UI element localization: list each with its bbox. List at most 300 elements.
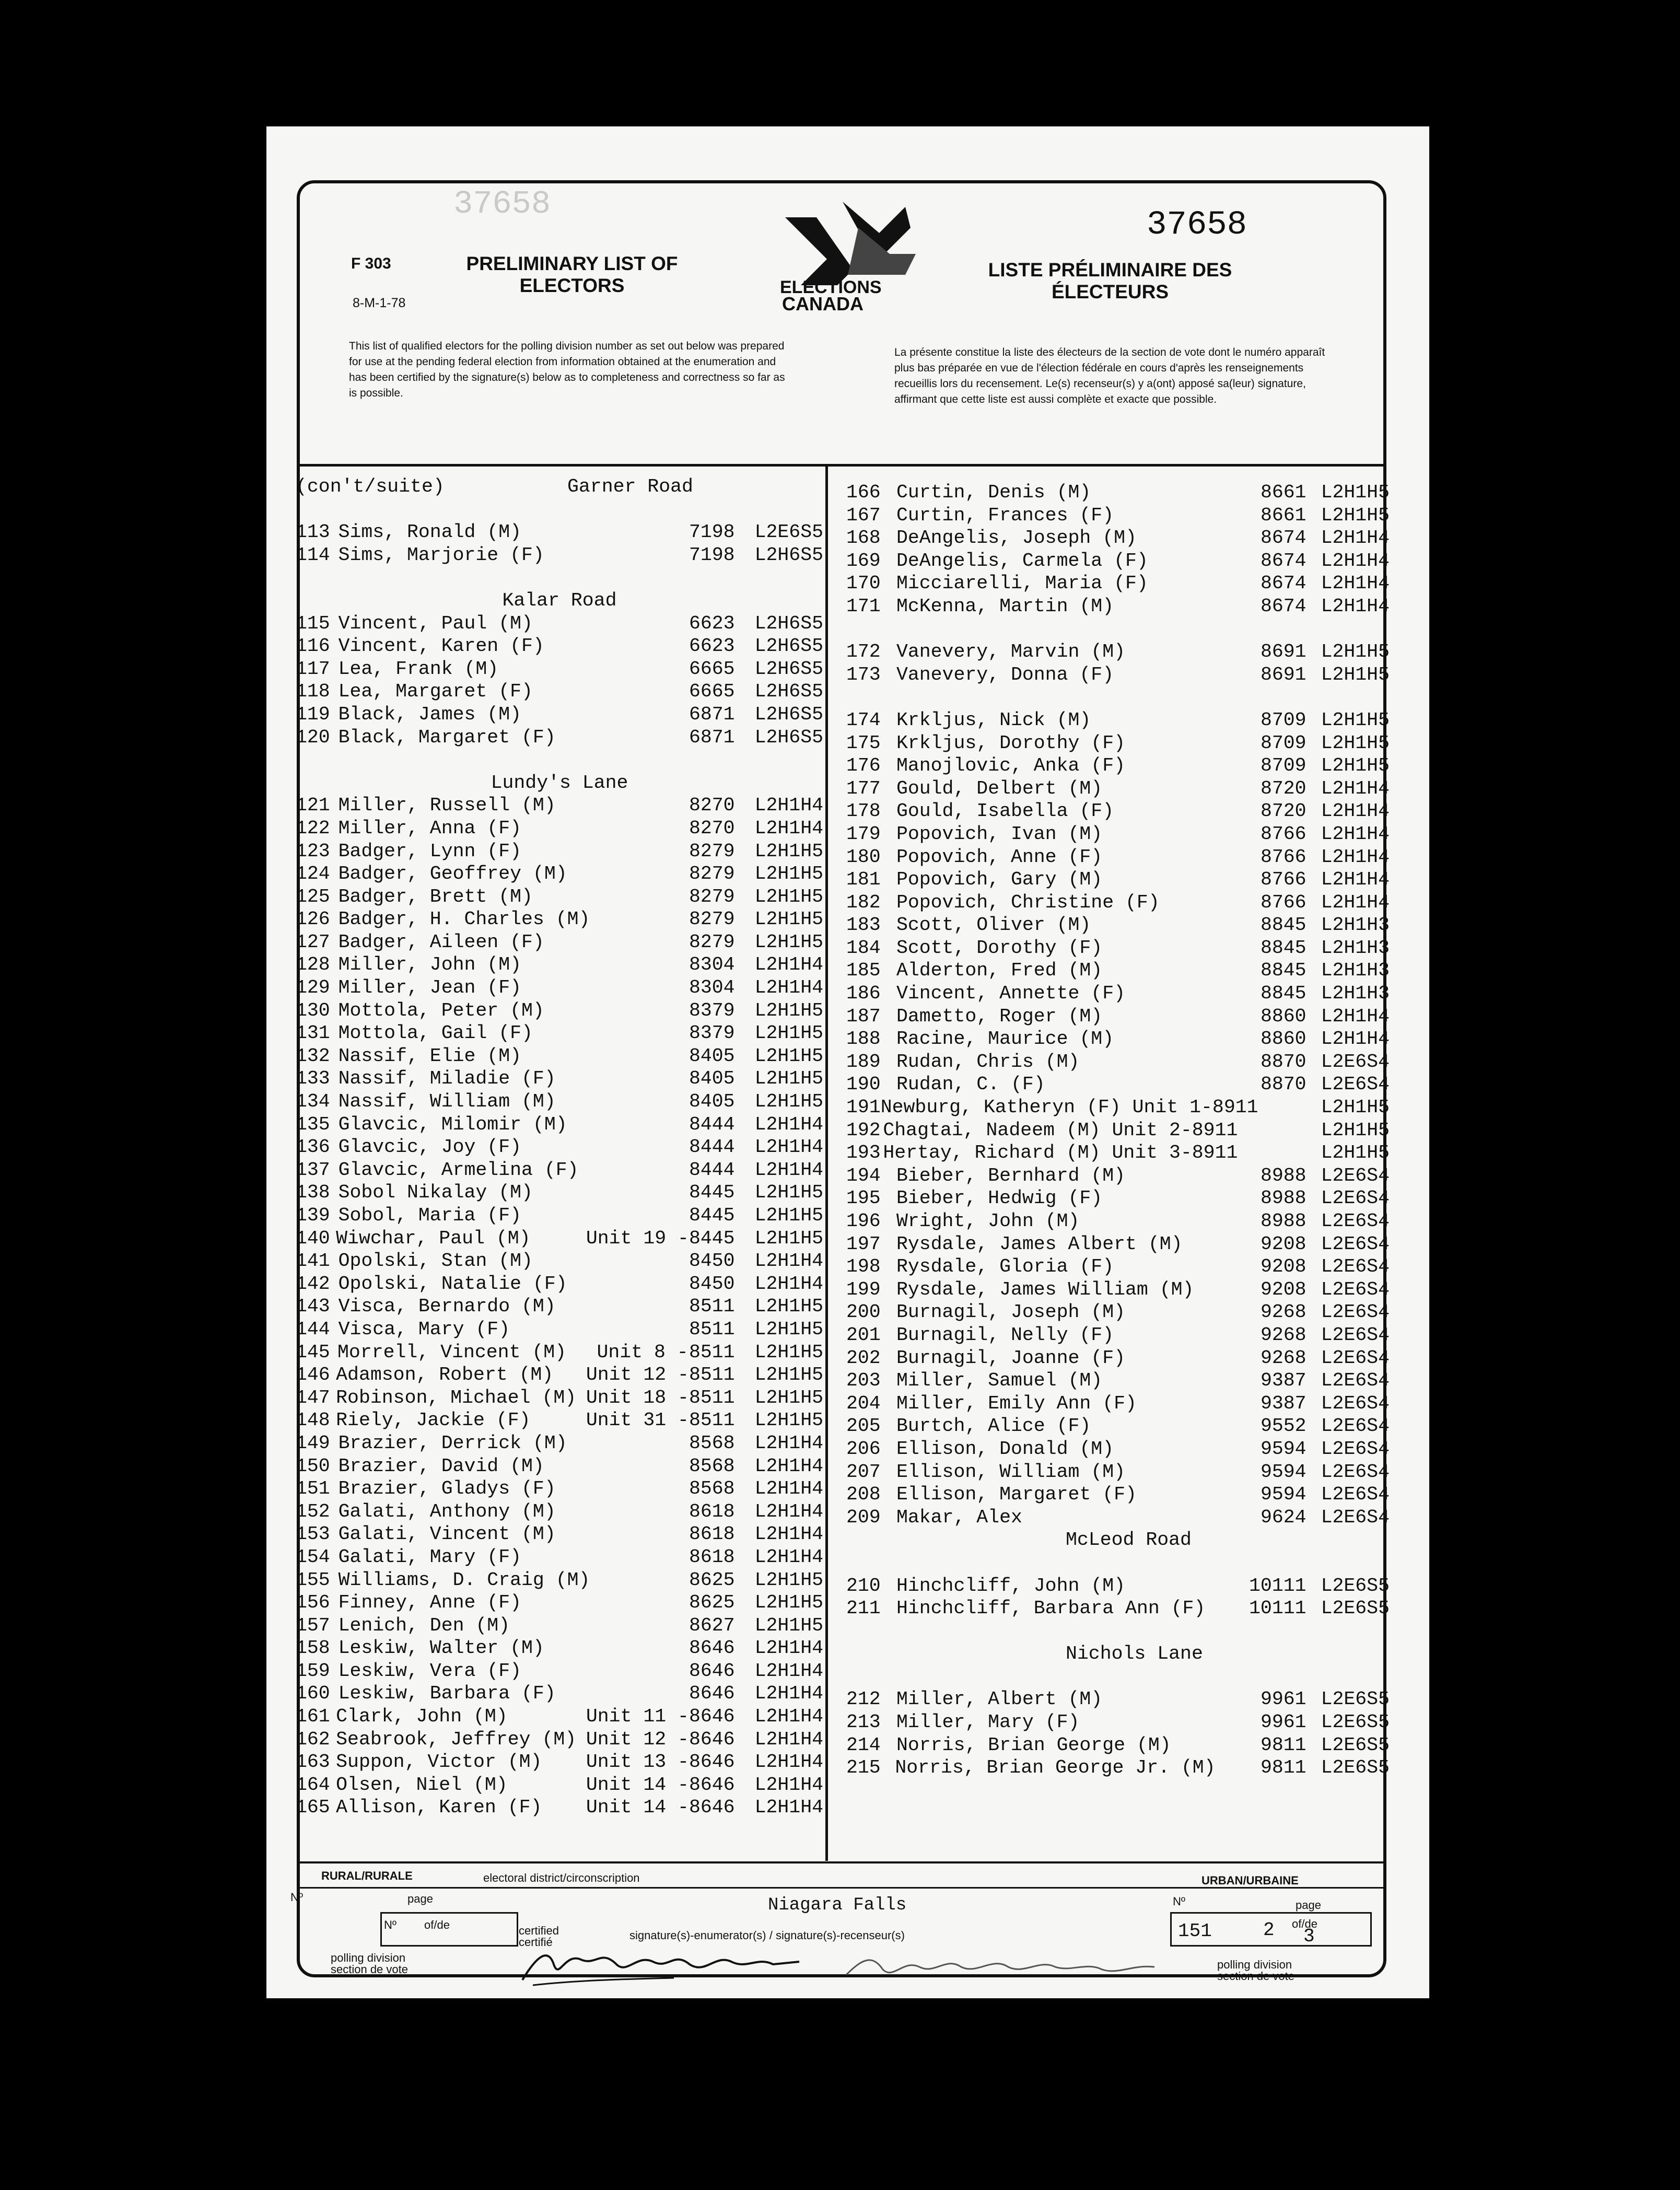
elector-unit bbox=[603, 863, 687, 886]
elector-number: 133 bbox=[296, 1068, 330, 1090]
elector-postal-code: L2H1H5 bbox=[754, 1592, 823, 1614]
elector-row bbox=[296, 1477, 823, 1500]
elector-number: 209 bbox=[846, 1506, 881, 1528]
elector-row bbox=[846, 1324, 1390, 1347]
elector-name: Racine, Maurice (M) bbox=[896, 1028, 1114, 1050]
elections-canada-logo bbox=[780, 196, 921, 311]
elector-street-number: 9594 bbox=[1260, 1461, 1306, 1483]
elector-number: 170 bbox=[846, 573, 881, 595]
elector-street-number: 8988 bbox=[1260, 1210, 1306, 1232]
elector-postal-code: L2H1H4 bbox=[1321, 823, 1390, 845]
elector-postal-code: L2H1H5 bbox=[1321, 663, 1390, 685]
list-top-rule bbox=[297, 464, 1386, 467]
elector-row bbox=[296, 953, 823, 976]
footer-mid-rule bbox=[297, 1887, 1386, 1889]
elector-number: 193 bbox=[846, 1142, 881, 1164]
elector-row bbox=[846, 504, 1390, 527]
elector-number: 163 bbox=[296, 1751, 330, 1773]
elector-unit bbox=[603, 1682, 687, 1705]
elector-row bbox=[296, 1341, 823, 1364]
elector-row bbox=[846, 1233, 1390, 1256]
elector-row bbox=[846, 550, 1390, 573]
elector-postal-code: L2H1H4 bbox=[754, 817, 823, 839]
elector-street-number: 9594 bbox=[1260, 1438, 1306, 1460]
elector-number: 115 bbox=[296, 612, 330, 634]
elector-name: Brazier, David (M) bbox=[338, 1455, 544, 1477]
elector-name: Hinchcliff, John (M) bbox=[896, 1575, 1126, 1597]
elector-row bbox=[846, 1028, 1390, 1051]
elector-postal-code: L2H1H3 bbox=[1321, 960, 1390, 982]
elector-postal-code: L2H1H4 bbox=[1321, 891, 1390, 913]
elector-number: 213 bbox=[846, 1711, 881, 1733]
elector-street-number: 8625 bbox=[689, 1569, 735, 1591]
elector-name: Miller, Mary (F) bbox=[896, 1711, 1080, 1733]
elector-unit: Unit 12 - bbox=[586, 1728, 689, 1750]
elector-number: 167 bbox=[846, 504, 881, 526]
elector-number: 201 bbox=[846, 1324, 881, 1346]
title-english bbox=[454, 253, 690, 297]
elector-unit bbox=[603, 1136, 687, 1159]
elector-street-number: 8646 bbox=[689, 1774, 735, 1796]
elector-street-number: 9387 bbox=[1260, 1392, 1306, 1414]
elector-street-number: 8618 bbox=[689, 1546, 735, 1568]
elector-row bbox=[296, 726, 823, 749]
urban-page-label: page bbox=[1296, 1898, 1321, 1912]
elector-unit bbox=[603, 1591, 687, 1614]
elector-number: 131 bbox=[296, 1022, 330, 1044]
district-label: electoral district/circonscription bbox=[483, 1871, 640, 1884]
elector-street-number: 9208 bbox=[1260, 1278, 1306, 1300]
elector-number: 144 bbox=[296, 1318, 330, 1340]
elector-postal-code: L2E6S4 bbox=[1321, 1164, 1390, 1186]
elector-row bbox=[846, 1278, 1390, 1301]
elector-number: 153 bbox=[296, 1523, 330, 1545]
elector-street-number: 8709 bbox=[1260, 732, 1306, 754]
elector-number: 196 bbox=[846, 1210, 881, 1232]
elector-street-number: 8445 bbox=[689, 1182, 735, 1204]
elector-street-number: 8568 bbox=[689, 1432, 735, 1454]
elector-number: 164 bbox=[296, 1774, 330, 1796]
elector-postal-code: L2H1H5 bbox=[754, 886, 823, 907]
elector-street-number: 8646 bbox=[689, 1683, 735, 1705]
polling-division-label-right: polling division section de vote bbox=[1217, 1958, 1294, 1983]
elector-postal-code: L2H1H5 bbox=[754, 1409, 823, 1431]
elector-postal-code: L2H1H4 bbox=[754, 1706, 823, 1728]
elector-name: Rudan, C. (F) bbox=[896, 1074, 1045, 1096]
elector-postal-code: L2E6S4 bbox=[1321, 1438, 1390, 1460]
notice-english: This list of qualified electors for the polling division number as set out below was prepared for use at the pending federal election from information obtained at the enumeration and has been certified by the signature(s) below as to completeness and correctness so far as is possible. bbox=[349, 340, 785, 399]
elector-name: Vincent, Paul (M) bbox=[338, 612, 533, 634]
elector-row bbox=[846, 663, 1390, 686]
elector-street-number: 6623 bbox=[689, 635, 735, 657]
elector-row bbox=[846, 1096, 1390, 1119]
elector-number: 121 bbox=[296, 795, 330, 817]
elector-number: 129 bbox=[296, 977, 330, 999]
elector-row bbox=[846, 1141, 1390, 1164]
elector-number: 151 bbox=[296, 1478, 330, 1500]
elector-postal-code: L2H1H5 bbox=[754, 840, 823, 862]
elector-street-number bbox=[1258, 1096, 1306, 1119]
elector-row bbox=[846, 754, 1390, 777]
elector-unit bbox=[603, 1523, 687, 1546]
elector-row bbox=[846, 1164, 1390, 1187]
elector-street-number: 8568 bbox=[689, 1455, 735, 1477]
elector-street-number: 8766 bbox=[1260, 891, 1306, 913]
elector-number: 186 bbox=[846, 983, 881, 1005]
elector-name: Wright, John (M) bbox=[896, 1210, 1080, 1232]
elector-row bbox=[296, 976, 823, 999]
elector-number: 162 bbox=[296, 1728, 330, 1750]
elector-street-number: 8860 bbox=[1260, 1028, 1306, 1050]
elector-name: Krkljus, Dorothy (F) bbox=[896, 732, 1126, 754]
elector-number: 117 bbox=[296, 658, 330, 680]
title-french-line1: LISTE PRÉLIMINAIRE DES bbox=[988, 259, 1232, 281]
elector-postal-code: L2E6S4 bbox=[1321, 1461, 1390, 1483]
elector-number: 171 bbox=[846, 595, 881, 617]
elector-postal-code: L2H1H5 bbox=[754, 1068, 823, 1090]
elector-row bbox=[296, 612, 823, 635]
elector-unit bbox=[603, 658, 687, 681]
elector-name: Mottola, Gail (F) bbox=[338, 1022, 533, 1044]
elector-number: 146 bbox=[296, 1364, 330, 1386]
elector-name: Makar, Alex bbox=[896, 1506, 1022, 1528]
elector-number: 203 bbox=[846, 1370, 881, 1392]
elector-name: Leskiw, Vera (F) bbox=[338, 1660, 522, 1682]
elector-row bbox=[296, 1273, 823, 1296]
elector-number: 175 bbox=[846, 732, 881, 754]
elector-name: Micciarelli, Maria (F) bbox=[896, 573, 1148, 595]
elector-street-number: 10111 bbox=[1249, 1598, 1306, 1620]
elector-street-number: 9594 bbox=[1260, 1484, 1306, 1506]
title-english-line2: ELECTORS bbox=[519, 275, 625, 296]
elector-unit bbox=[603, 1181, 687, 1204]
elector-postal-code: L2H1H5 bbox=[1321, 641, 1390, 663]
elector-postal-code: L2H6S5 bbox=[754, 544, 823, 566]
elector-postal-code: L2H1H5 bbox=[1321, 1142, 1390, 1164]
elector-number: 198 bbox=[846, 1256, 881, 1278]
elector-name: Popovich, Gary (M) bbox=[896, 869, 1103, 891]
elector-row bbox=[296, 1660, 823, 1683]
elector-unit bbox=[603, 1159, 687, 1182]
elector-name: Miller, Jean (F) bbox=[338, 977, 522, 999]
elector-postal-code: L2H1H4 bbox=[754, 1728, 823, 1750]
title-french-line2: ÉLECTEURS bbox=[1051, 281, 1169, 302]
elector-name: Glavcic, Milomir (M) bbox=[338, 1113, 567, 1135]
elector-number: 168 bbox=[846, 527, 881, 549]
elector-row bbox=[846, 1711, 1390, 1734]
elector-postal-code: L2E6S4 bbox=[1321, 1278, 1390, 1300]
elector-number: 185 bbox=[846, 960, 881, 982]
elector-name: Opolski, Stan (M) bbox=[338, 1250, 533, 1272]
elector-name: Miller, Samuel (M) bbox=[896, 1370, 1103, 1392]
elector-number: 155 bbox=[296, 1569, 330, 1591]
elector-unit bbox=[603, 1500, 687, 1523]
elector-row bbox=[846, 709, 1390, 732]
elector-number: 113 bbox=[296, 521, 330, 543]
elector-name: Mottola, Peter (M) bbox=[338, 999, 544, 1021]
elector-row bbox=[296, 1295, 823, 1318]
elector-street-number: 8709 bbox=[1260, 755, 1306, 777]
elector-street-number: 8720 bbox=[1260, 800, 1306, 822]
elector-name: Vincent, Annette (F) bbox=[896, 983, 1126, 1005]
elector-name: Brazier, Gladys (F) bbox=[338, 1478, 556, 1500]
elector-postal-code: L2H1H3 bbox=[1321, 937, 1390, 959]
elector-postal-code: L2H6S5 bbox=[754, 612, 823, 634]
elector-row bbox=[846, 732, 1390, 755]
elector-postal-code: L2H1H4 bbox=[754, 1250, 823, 1272]
elector-street-number: 8766 bbox=[1260, 846, 1306, 868]
elector-number: 199 bbox=[846, 1278, 881, 1300]
elector-postal-code: L2H1H4 bbox=[754, 1432, 823, 1454]
title-english-line1: PRELIMINARY LIST OF bbox=[466, 253, 678, 274]
faint-stamp: 37658 bbox=[453, 185, 551, 223]
elector-row bbox=[846, 777, 1390, 800]
elector-name: Hertay, Richard (M) Unit 3-8911 bbox=[883, 1142, 1238, 1164]
elector-postal-code: L2H1H5 bbox=[754, 908, 823, 930]
elector-number: 181 bbox=[846, 869, 881, 891]
elector-street-number: 8661 bbox=[1260, 504, 1306, 526]
elector-name: Sobol Nikalay (M) bbox=[338, 1182, 533, 1204]
elector-street-number: 8661 bbox=[1260, 482, 1306, 503]
column-divider bbox=[825, 465, 828, 1861]
elector-row bbox=[296, 544, 823, 567]
elector-postal-code: L2H6S5 bbox=[754, 703, 823, 725]
elector-street-number: 9268 bbox=[1260, 1301, 1306, 1323]
elector-row bbox=[296, 840, 823, 863]
elector-row bbox=[846, 1051, 1390, 1074]
elector-unit: Unit 14 - bbox=[586, 1797, 689, 1819]
footer-box-1 bbox=[380, 1912, 518, 1947]
elector-unit bbox=[603, 1546, 687, 1569]
elector-number: 182 bbox=[846, 891, 881, 913]
elector-unit: Unit 19 - bbox=[586, 1227, 689, 1249]
elector-street-number: 8618 bbox=[689, 1500, 735, 1522]
elector-name: DeAngelis, Carmela (F) bbox=[896, 550, 1148, 572]
elector-street-number: 8870 bbox=[1260, 1051, 1306, 1073]
elector-number: 119 bbox=[296, 703, 330, 725]
elector-row bbox=[296, 1318, 823, 1341]
elector-unit bbox=[603, 1660, 687, 1683]
elector-number: 187 bbox=[846, 1005, 881, 1027]
elector-row bbox=[296, 999, 823, 1022]
elector-row bbox=[846, 1483, 1390, 1506]
elector-name: Curtin, Frances (F) bbox=[896, 504, 1114, 526]
rural-no2-label: Nº bbox=[384, 1918, 396, 1931]
right-electors-column bbox=[846, 481, 1390, 1779]
elector-number: 128 bbox=[296, 954, 330, 976]
elector-row bbox=[846, 914, 1390, 937]
elector-postal-code: L2H1H4 bbox=[754, 1797, 823, 1819]
elector-row bbox=[296, 1113, 823, 1136]
elector-postal-code: L2H1H5 bbox=[754, 999, 823, 1021]
elector-name: Lea, Margaret (F) bbox=[338, 681, 533, 703]
elector-row bbox=[296, 1387, 823, 1409]
elector-postal-code: L2H1H5 bbox=[754, 1045, 823, 1067]
elector-number: 141 bbox=[296, 1250, 330, 1272]
elector-name: Leskiw, Barbara (F) bbox=[338, 1683, 556, 1705]
elector-postal-code: L2H1H4 bbox=[754, 1751, 823, 1773]
elector-name: Badger, Brett (M) bbox=[338, 886, 533, 907]
elector-street-number: 8766 bbox=[1260, 823, 1306, 845]
elector-name: Popovich, Ivan (M) bbox=[896, 823, 1103, 845]
elector-postal-code: L2E6S5 bbox=[1321, 1757, 1390, 1779]
elector-name: McKenna, Martin (M) bbox=[896, 595, 1114, 617]
elector-number: 207 bbox=[846, 1461, 881, 1483]
notice-french: La présente constitue la liste des électeurs de la section de vote dont le numéro apparaît plus bas préparée en vue de l'élection fédérale en cours d'après les renseignements recueillis lors du recensement. Le(s) recenseur(s) y a(ont) apposé sa(leur) signature, affirmant que cette liste est aussi complète et exacte que possible. bbox=[894, 346, 1325, 405]
elector-name: Burnagil, Nelly (F) bbox=[896, 1324, 1114, 1346]
elector-name: Lenich, Den (M) bbox=[338, 1614, 510, 1636]
elector-name: Robinson, Michael (M) bbox=[336, 1387, 577, 1408]
elector-name: Ellison, William (M) bbox=[896, 1461, 1126, 1483]
elector-name: Bieber, Hedwig (F) bbox=[896, 1187, 1103, 1209]
elector-postal-code: L2E6S4 bbox=[1321, 1347, 1390, 1369]
elector-row bbox=[296, 1546, 823, 1569]
elector-name: Visca, Mary (F) bbox=[338, 1318, 510, 1340]
elector-number: 134 bbox=[296, 1091, 330, 1113]
elector-unit bbox=[603, 1614, 687, 1637]
elector-postal-code: L2H6S5 bbox=[754, 681, 823, 703]
urban-label: URBAN/URBAINE bbox=[1201, 1874, 1299, 1887]
elector-postal-code: L2E6S4 bbox=[1321, 1256, 1390, 1278]
elector-street-number: 10111 bbox=[1249, 1575, 1306, 1597]
second-enumerator-signature bbox=[841, 1943, 1165, 1990]
elector-postal-code: L2H1H3 bbox=[1321, 983, 1390, 1005]
left-electors-column bbox=[296, 475, 823, 1819]
district-value: Niagara Falls bbox=[768, 1895, 907, 1915]
elector-name: Glavcic, Armelina (F) bbox=[338, 1159, 579, 1181]
elector-postal-code: L2H1H4 bbox=[754, 1523, 823, 1545]
elector-name: Krkljus, Nick (M) bbox=[896, 709, 1091, 731]
elector-name: Galati, Mary (F) bbox=[338, 1546, 522, 1568]
elector-row bbox=[846, 1506, 1390, 1529]
road-heading: McLeod Road bbox=[1066, 1529, 1192, 1551]
elector-number: 126 bbox=[296, 908, 330, 930]
elector-street-number: 8870 bbox=[1260, 1074, 1306, 1096]
elector-postal-code: L2H1H5 bbox=[754, 1091, 823, 1113]
elector-street-number: 8646 bbox=[689, 1728, 735, 1750]
elector-postal-code: L2H1H5 bbox=[754, 1022, 823, 1044]
elector-number: 145 bbox=[296, 1341, 330, 1363]
elector-name: Miller, Anna (F) bbox=[338, 817, 522, 839]
elector-postal-code: L2E6S4 bbox=[1321, 1187, 1390, 1209]
elector-street-number: 8845 bbox=[1260, 914, 1306, 936]
elector-row bbox=[296, 1705, 823, 1728]
elector-name: Riely, Jackie (F) bbox=[336, 1409, 531, 1431]
elector-postal-code: L2E6S5 bbox=[754, 521, 823, 543]
elector-name: Gould, Delbert (M) bbox=[896, 777, 1103, 799]
elector-postal-code: L2H1H5 bbox=[754, 1569, 823, 1591]
elector-street-number: 9961 bbox=[1260, 1711, 1306, 1733]
elector-number: 205 bbox=[846, 1415, 881, 1437]
elector-unit bbox=[603, 953, 687, 976]
elector-street-number: 8766 bbox=[1260, 869, 1306, 891]
elector-name: Williams, D. Craig (M) bbox=[338, 1569, 590, 1591]
elector-name: Sims, Ronald (M) bbox=[338, 521, 522, 543]
elector-postal-code: L2H6S5 bbox=[754, 726, 823, 748]
page-of-number: 3 bbox=[1303, 1926, 1315, 1947]
elector-street-number: 8646 bbox=[689, 1797, 735, 1819]
elector-row bbox=[296, 1159, 823, 1182]
elector-name: Gould, Isabella (F) bbox=[896, 800, 1114, 822]
elector-unit bbox=[603, 726, 687, 749]
elector-number: 148 bbox=[296, 1409, 330, 1431]
elector-street-number: 8511 bbox=[689, 1296, 735, 1318]
elector-row bbox=[296, 863, 823, 886]
elector-name: Opolski, Natalie (F) bbox=[338, 1273, 567, 1295]
elector-street-number: 8646 bbox=[689, 1637, 735, 1659]
elector-number: 136 bbox=[296, 1136, 330, 1158]
elector-postal-code: L2H1H5 bbox=[754, 1318, 823, 1340]
elector-postal-code: L2E6S4 bbox=[1321, 1324, 1390, 1346]
elector-row bbox=[846, 868, 1390, 891]
elector-name: Dametto, Roger (M) bbox=[896, 1005, 1103, 1027]
form-code: F 303 bbox=[351, 255, 391, 272]
elector-street-number: 9811 bbox=[1260, 1757, 1306, 1779]
elector-number: 160 bbox=[296, 1683, 330, 1705]
elector-postal-code: L2H1H5 bbox=[1321, 1097, 1390, 1119]
elector-number: 194 bbox=[846, 1164, 881, 1186]
elector-name: Miller, John (M) bbox=[338, 954, 522, 976]
elector-number: 154 bbox=[296, 1546, 330, 1568]
elector-street-number: 6871 bbox=[689, 703, 735, 725]
footer-top-rule bbox=[297, 1861, 1386, 1863]
elector-number: 135 bbox=[296, 1113, 330, 1135]
elector-row bbox=[846, 1369, 1390, 1392]
elector-name: Vanevery, Donna (F) bbox=[896, 663, 1114, 685]
elector-name: Manojlovic, Anka (F) bbox=[896, 755, 1126, 777]
elector-row bbox=[846, 1734, 1390, 1757]
elector-number: 214 bbox=[846, 1734, 881, 1756]
elector-name: Galati, Anthony (M) bbox=[338, 1500, 556, 1522]
elector-street-number: 6623 bbox=[689, 612, 735, 634]
elector-row bbox=[296, 1227, 823, 1250]
elector-number: 184 bbox=[846, 937, 881, 959]
elector-postal-code: L2H1H4 bbox=[754, 1774, 823, 1796]
elector-postal-code: L2H1H4 bbox=[754, 1546, 823, 1568]
elector-name: Glavcic, Joy (F) bbox=[338, 1136, 522, 1158]
elector-row bbox=[846, 1301, 1390, 1324]
elector-postal-code: L2E6S5 bbox=[1321, 1734, 1390, 1756]
elector-name: Rysdale, Gloria (F) bbox=[896, 1256, 1114, 1278]
elector-name: Black, Margaret (F) bbox=[338, 726, 556, 748]
elector-postal-code: L2H1H4 bbox=[754, 1683, 823, 1705]
elector-name: Badger, Lynn (F) bbox=[338, 840, 522, 862]
elector-name: Rysdale, James William (M) bbox=[896, 1278, 1194, 1300]
elector-unit bbox=[603, 976, 687, 999]
elector-number: 124 bbox=[296, 863, 330, 885]
elector-name: DeAngelis, Joseph (M) bbox=[896, 527, 1137, 549]
elector-name: Visca, Bernardo (M) bbox=[338, 1296, 556, 1318]
elector-number: 176 bbox=[846, 755, 881, 777]
elector-name: Burnagil, Joanne (F) bbox=[896, 1347, 1126, 1369]
elector-street-number: 8511 bbox=[689, 1409, 735, 1431]
elector-street-number: 8709 bbox=[1260, 709, 1306, 731]
elector-row bbox=[296, 886, 823, 908]
elector-postal-code: L2E6S4 bbox=[1321, 1301, 1390, 1323]
elector-street-number: 8674 bbox=[1260, 527, 1306, 549]
elector-row bbox=[296, 1136, 823, 1159]
elector-number: 123 bbox=[296, 840, 330, 862]
elector-unit: Unit 11 - bbox=[586, 1706, 689, 1728]
elector-name: Wiwchar, Paul (M) bbox=[336, 1227, 531, 1249]
elector-number: 152 bbox=[296, 1500, 330, 1522]
elector-number: 208 bbox=[846, 1484, 881, 1506]
elector-street-number: 8304 bbox=[689, 954, 735, 976]
elector-row bbox=[846, 982, 1390, 1005]
elector-street-number: 8379 bbox=[689, 1022, 735, 1044]
elector-number: 215 bbox=[846, 1757, 881, 1779]
logo-text-canada: CANADA bbox=[782, 293, 864, 311]
